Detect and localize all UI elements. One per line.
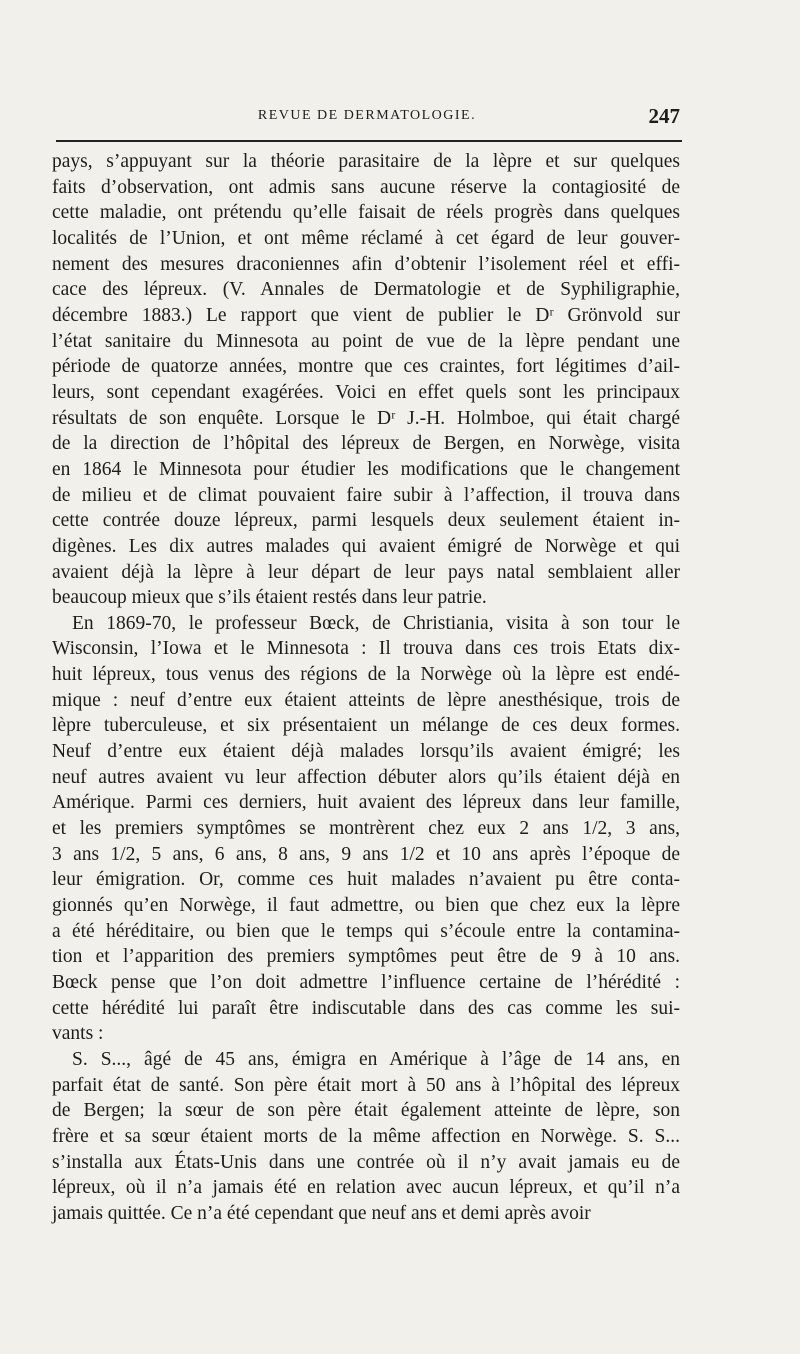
text-line: frère et sa sœur étaient morts de la même affection en Norwège. S. S... — [52, 1125, 680, 1147]
text-line: a été héréditaire, ou bien que le temps qui s’écoule entre la contamina- — [52, 920, 680, 942]
text-line: et les premiers symptômes se montrèrent chez eux 2 ans 1/2, 3 ans, — [52, 818, 680, 840]
text-line: faits d’observation, ont admis sans aucune réserve la contagiosité de — [52, 176, 680, 198]
text-line: Bœck pense que l’on doit admettre l’influence certaine de l’hérédité : — [52, 972, 680, 993]
text-line: digènes. Les dix autres malades qui avaient émigré de Norwège et qui — [52, 535, 680, 557]
text-line: en 1864 le Minnesota pour étudier les modifications que le changement — [52, 458, 680, 480]
text-line: s’installa aux États-Unis dans une contrée où il n’y avait jamais eu de — [52, 1151, 680, 1173]
text-line: En 1869-70, le professeur Bœck, de Christiania, visita à son tour le — [72, 612, 680, 634]
text-line: cette contrée douze lépreux, parmi lesquels deux seulement étaient in- — [52, 510, 680, 532]
text-line: de la direction de l’hôpital des lépreux de Bergen, en Norwège, visita — [52, 433, 680, 455]
text-line: localités de l’Union, et ont même réclamé à cet égard de leur gouver- — [52, 227, 680, 249]
text-line: lépreux, où il n’a jamais été en relation avec aucun lépreux, et qu’il n’a — [52, 1177, 680, 1199]
text-line: mique : neuf d’entre eux étaient atteints de lèpre anesthésique, trois de — [52, 689, 680, 711]
page-number: 247 — [648, 104, 680, 128]
text-line: décembre 1883.) Le rapport que vient de publier le Dʳ Grönvold sur — [52, 304, 680, 326]
text-line: période de quatorze années, montre que ces craintes, fort légitimes d’ail- — [52, 356, 680, 378]
text-line: cette hérédité lui paraît être indiscutable dans des cas comme les sui- — [52, 997, 680, 1019]
text-line: S. S..., âgé de 45 ans, émigra en Amérique à l’âge de 14 ans, en — [72, 1048, 680, 1070]
text-line: leur émigration. Or, comme ces huit malades n’avaient pu être conta- — [52, 869, 680, 891]
text-line: nement des mesures draconiennes afin d’obtenir l’isolement réel et effi- — [52, 253, 680, 275]
text-line: beaucoup mieux que s’ils étaient restés dans leur patrie. — [52, 587, 487, 609]
text-line: leurs, sont cependant exagérées. Voici en effet quels sont les principaux — [52, 381, 680, 403]
text-line: tion et l’apparition des premiers symptômes peut être de 9 à 10 ans. — [52, 946, 680, 968]
text-line: résultats de son enquête. Lorsque le Dʳ J.-H. Holmboe, qui était chargé — [52, 407, 680, 429]
text-line: huit lépreux, tous venus des régions de la Norwège où la lèpre est endé- — [52, 664, 680, 686]
header-rule — [56, 140, 682, 142]
running-title: REVUE DE DERMATOLOGIE. — [257, 108, 477, 123]
text-line: pays, s’appuyant sur la théorie parasitaire de la lèpre et sur quelques — [52, 151, 680, 172]
text-line: Wisconsin, l’Iowa et le Minnesota : Il trouva dans ces trois Etats dix- — [52, 638, 680, 660]
text-line: avaient déjà la lèpre à leur départ de leur pays natal semblaient aller — [52, 561, 680, 583]
text-line: de Bergen; la sœur de son père était également atteinte de lèpre, son — [52, 1100, 680, 1122]
text-line: cace des lépreux. (V. Annales de Dermatologie et de Syphiligraphie, — [52, 279, 680, 301]
text-line: 3 ans 1/2, 5 ans, 6 ans, 8 ans, 9 ans 1/2 et 10 ans après l’époque de — [52, 843, 680, 865]
running-header — [54, 104, 680, 132]
text-line: Amérique. Parmi ces derniers, huit avaient des lépreux dans leur famille, — [52, 792, 680, 814]
text-line: de milieu et de climat pouvaient faire subir à l’affection, il trouva dans — [52, 484, 680, 506]
text-line: l’état sanitaire du Minnesota au point de vue de la lèpre pendant une — [52, 330, 680, 352]
text-line: Neuf d’entre eux étaient déjà malades lorsqu’ils avaient émigré; les — [52, 741, 680, 763]
text-line: jamais quittée. Ce n’a été cependant que neuf ans et demi après avoir — [52, 1202, 591, 1224]
text-line: gionnés qu’en Norwège, il faut admettre, ou bien que chez eux la lèpre — [52, 895, 680, 917]
text-line: vants : — [52, 1023, 104, 1045]
text-line: neuf autres avaient vu leur affection débuter alors qu’ils étaient déjà en — [52, 766, 680, 788]
text-line: lèpre tuberculeuse, et six présentaient un mélange de ces deux formes. — [52, 715, 680, 737]
text-line: parfait état de santé. Son père était mort à 50 ans à l’hôpital des lépreux — [52, 1074, 680, 1096]
body-text — [52, 149, 680, 1227]
text-line: cette maladie, ont prétendu qu’elle faisait de réels progrès dans quelques — [52, 202, 680, 224]
